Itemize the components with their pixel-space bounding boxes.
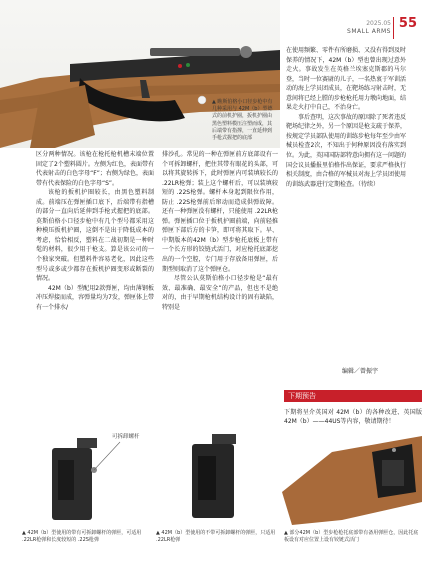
top-photo-caption — [212, 99, 276, 142]
caption-3-text: ▲ 部分42M（b）型步枪枪托底部带有备用弹匣仓，因此托底板设有对应位置上设有铰链式活门 — [284, 530, 419, 543]
col2-paragraph-2: 尽管公认莫斯伯格小口径步枪是“最有效、最准确、最安全”的产品，但也不是绝对的，由于早期枪机结构设计的固有缺陷，特别是 — [162, 275, 278, 311]
col3-paragraph-1: 在使用频繁、零件有所磨损、又没有得到及时保养的情况下，42M（b）型也曾出现过意外走火。事故发生在英格兰埃塞克斯郡的马尔登，当时一位赛尉的儿子，一名热衷于军训活动的海上学员团成员，在靶场练习射击时，无意间将已经上膛的步枪枪托用力墩向地面，结果走火打中自己，不治身亡。 — [286, 47, 407, 112]
next-issue-text: 下期将呈介英国对 42M（b）的各种改进、英国版 42M（b）——44US等内容，敬请期待！ — [284, 409, 422, 425]
magazine-without-screw-photo — [152, 430, 276, 525]
caption-1-text: ▲ 42M（b）型使用的带有可拆卸螺杆的弹匣，可适用 .22LR枪弹和长度较短的 .22S枪弹 — [22, 530, 142, 543]
screw-label: 可拆卸螺杆 — [112, 434, 140, 440]
caption-stock — [284, 530, 420, 544]
text-column-1 — [36, 150, 154, 312]
magazine-name: SMALL ARMS — [347, 28, 391, 35]
stock-buttplate-photo — [282, 432, 422, 525]
col1-paragraph-3: 42M（b）型配用2款弹匣，均由薄钢板冲压焊接而成，容弹量均为7发，弹匣体上带有一个排水/ — [36, 284, 154, 311]
col3-paragraph-2: 事后查明，这次事故的原因除了死者违反靶场纪律之外，另一个原因是枪支疏于保养，按规定学员部队使用的训练步枪每年至少由军械员检查2次，不知出于何种原因没有落实到位。为此，英国国防部特意向拥有这一问题的国会议员播报里伯格作出保证，要求严格执行相关制度，由合格的军械员对海上学员团使用的训练武器进行定期检查。（待续） — [286, 113, 407, 188]
top-caption-text: ▲ 瞧斯伯格小口径步枪中有几种采用与 42M（b）型德式的前机护圈，扳机护圈由黑色塑料模压注塑而成，其后端带有指撑，一直延伸到手枪式握把的底部 — [212, 99, 273, 142]
page-number: 55 — [398, 16, 417, 31]
magazine-with-screw-photo — [22, 430, 142, 525]
text-column-3 — [286, 46, 406, 189]
col2-paragraph-1: 排沙孔。常见的一种在弹匣前方底部设有一个可拆卸螺杆，把住其带有眼花的头部，可以将其旋转拆下，此时弹匣内可装填较长的 .22LR枪弹；装上这个螺杆后，可以装填较短的 .22S枪弹。螺杆本身起到限位作用，防止 .22S枪弹前后窜动而造成供弹故障。还有一种弹匣没有螺杆，只能使用 .22LR枪弹。弹匣插口位于扳机护圈前端，向前轻推弹匣下部后方的卡笋，即可将其取下。早、中期版本的42M（b）型步枪托底板上带有一个长方形的铰链式活门，对应枪托底部挖出的一个空腔，专门用于存放备用弹匣，后期型则取消了这个弹匣仓。 — [162, 151, 278, 273]
text-column-2 — [162, 150, 278, 312]
next-issue-title: 下期预告 — [284, 390, 422, 402]
editor-signature: 编辑／曾振宇 — [342, 368, 379, 375]
header-divider — [393, 17, 394, 39]
caption-magazine-2 — [156, 530, 276, 544]
caption-2-text: ▲ 42M（b）型使用的不带可拆卸螺杆的弹匣，只适用 .22LR枪弹 — [156, 530, 276, 543]
col1-paragraph-2: 该枪的扳机护圈较长，由黑色塑料制成。前端压在弹匣插口底下，后端带有指槽的部分一直向后延伸到手枪式握把的底部。莫斯伯格小口径步枪中有几个型号都采用这种模压扳机护圈，这倒不是出于降低成本的考虑，恰恰相反，塑料在二战初期是一种时髦的材料，很少用于枪支。算是该公司的一个独家突破。但塑料件容易老化，因此这些型号或多或少都存在扳机护圈变形或断裂的情况。 — [36, 189, 154, 283]
col1-paragraph-1: 区分两种情况。该枪在枪托枪机槽末端位置固定了2个塑料圆片。左侧为红色，表面带有代表射击的白色字母“F”；右侧为绿色，表面带有代表保险的白色字母“S”。 — [36, 151, 154, 187]
caption-magazine-1 — [22, 530, 148, 544]
issue-date: 2025.05 — [366, 20, 391, 27]
